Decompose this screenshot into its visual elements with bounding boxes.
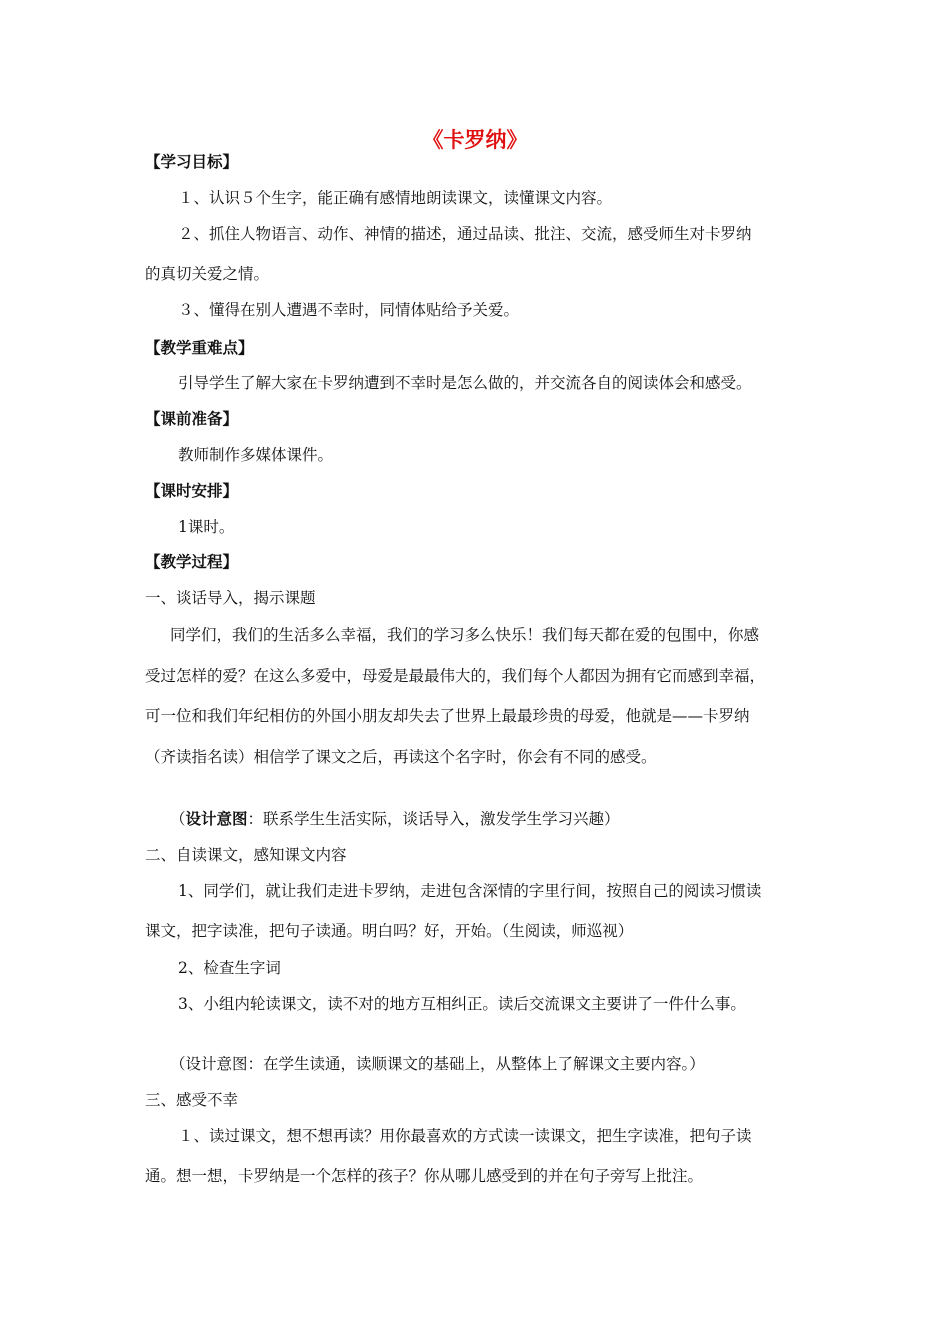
- section-1-paragraph-line-3: 可一位和我们年纪相仿的外国小朋友却失去了世界上最最珍贵的母爱，他就是——卡罗纳: [145, 707, 750, 725]
- section-2-item-1-line-2: 课文，把字读准，把句子读通。明白吗？好，开始。（生阅读，师巡视）: [145, 922, 634, 940]
- section-1-paragraph-line-4: （齐读指名读）相信学了课文之后，再读这个名字时，你会有不同的感受。: [145, 748, 657, 766]
- design-intent-2: （设计意图：在学生读通，读顺课文的基础上，从整体上了解课文主要内容。）: [170, 1055, 705, 1073]
- schedule-text: 1课时。: [178, 518, 235, 536]
- heading-key-points: 【教学重难点】: [145, 339, 254, 357]
- goal-3: ３、懂得在别人遭遇不幸时，同情体贴给予关爱。: [178, 301, 520, 319]
- key-points-text: 引导学生了解大家在卡罗纳遭到不幸时是怎么做的，并交流各自的阅读体会和感受。: [178, 374, 752, 392]
- section-2-item-2: 2、检查生字词: [178, 959, 281, 977]
- section-2-title: 二、自读课文，感知课文内容: [145, 846, 347, 864]
- goal-2-line-1: ２、抓住人物语言、动作、神情的描述，通过品读、批注、交流，感受师生对卡罗纳: [178, 225, 752, 243]
- heading-process: 【教学过程】: [145, 553, 239, 571]
- preparation-text: 教师制作多媒体课件。: [178, 446, 334, 464]
- design-intent-1: [170, 809, 620, 829]
- heading-preparation: 【课前准备】: [145, 410, 239, 428]
- section-2-item-1-line-1: 1、同学们，就让我们走进卡罗纳，走进包含深情的字里行间，按照自己的阅读习惯读: [178, 882, 762, 900]
- section-3-item-1-line-1: １、读过课文，想不想再读？用你最喜欢的方式读一读课文，把生字读准，把句子读: [178, 1127, 752, 1145]
- section-1-title: 一、谈话导入，揭示课题: [145, 589, 316, 607]
- document-title: 《卡罗纳》: [422, 128, 528, 152]
- section-3-item-1-line-2: 通。想一想，卡罗纳是一个怎样的孩子？你从哪儿感受到的并在句子旁写上批注。: [145, 1167, 704, 1185]
- section-1-paragraph-line-1: 同学们，我们的生活多么幸福，我们的学习多么快乐！我们每天都在爱的包围中，你感: [170, 626, 760, 644]
- section-1-paragraph-line-2: 受过怎样的爱？在这么多爱中，母爱是最最伟大的，我们每个人都因为拥有它而感到幸福，: [145, 667, 766, 685]
- section-3-title: 三、感受不幸: [145, 1091, 239, 1109]
- design-intent-1-text: ：联系学生生活实际，谈话导入，激发学生学习兴趣）: [247, 810, 620, 828]
- design-intent-1-label: 设计意图: [185, 810, 248, 828]
- section-2-item-3: 3、小组内轮读课文，读不对的地方互相纠正。读后交流课文主要讲了一件什么事。: [178, 995, 746, 1013]
- goal-2-line-2: 的真切关爱之情。: [145, 265, 270, 283]
- heading-learning-goals: 【学习目标】: [145, 153, 239, 171]
- goal-1: １、认识５个生字，能正确有感情地朗读课文，读懂课文内容。: [178, 189, 613, 207]
- heading-schedule: 【课时安排】: [145, 482, 239, 500]
- design-intent-1-open: （: [170, 810, 186, 828]
